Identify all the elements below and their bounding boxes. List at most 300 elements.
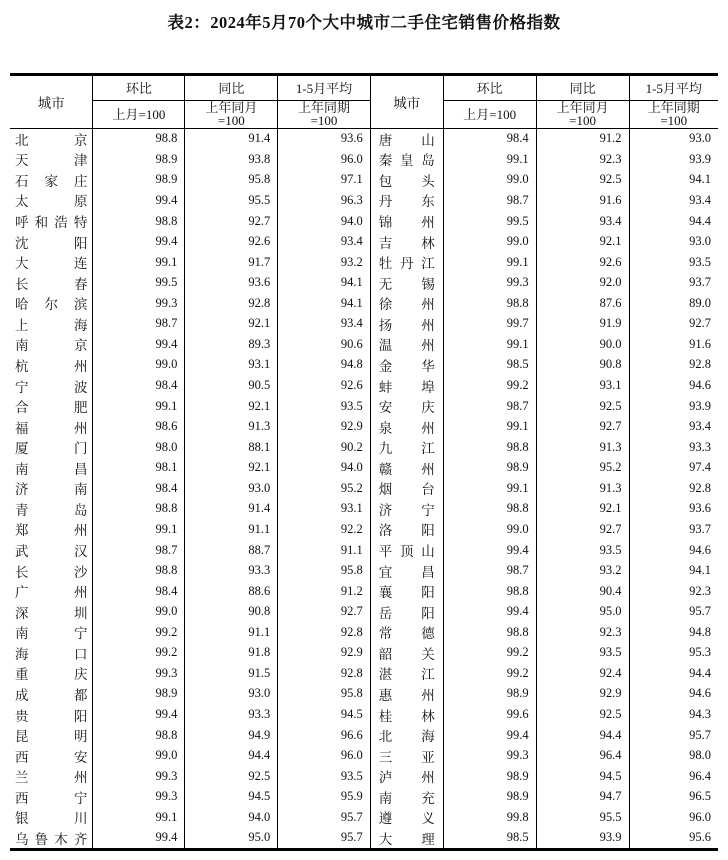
avg-value: 95.3: [629, 643, 718, 664]
table-row: [370, 314, 718, 335]
mom-value: 98.7: [93, 540, 185, 561]
mom-value: 98.8: [443, 437, 536, 458]
table-row: [10, 211, 370, 232]
table-row: [370, 437, 718, 458]
right-table: [370, 76, 718, 848]
mom-value: 99.5: [93, 272, 185, 293]
yoy-value: 91.4: [185, 499, 278, 520]
table-row: [370, 231, 718, 252]
city-cell: 厦 门: [15, 441, 88, 457]
city-cell: 惠 州: [370, 684, 443, 705]
city-cell: 金 华: [370, 355, 443, 376]
table-row: [370, 828, 718, 849]
avg-value: 94.3: [629, 704, 718, 725]
avg-value: 92.7: [629, 314, 718, 335]
city-cell: 三 亚: [370, 745, 443, 766]
yoy-value: 95.5: [185, 190, 278, 211]
mom-value: 99.1: [443, 334, 536, 355]
table-row: [10, 601, 370, 622]
avg-value: 95.7: [629, 601, 718, 622]
mom-value: 99.4: [93, 704, 185, 725]
yoy-value: 91.8: [185, 643, 278, 664]
avg-value: 93.0: [629, 128, 718, 149]
table-row: [370, 211, 718, 232]
yoy-value: 96.4: [536, 745, 629, 766]
city-cell: 沈 阳: [15, 235, 88, 251]
mom-value: 98.4: [93, 581, 185, 602]
col-subheader-yoy-base: 上年同月 =100: [536, 100, 629, 128]
yoy-value: 92.7: [536, 416, 629, 437]
avg-value: 96.0: [278, 149, 370, 170]
table-row: [10, 704, 370, 725]
table-row: [370, 787, 718, 808]
city-cell: 烟 台: [370, 478, 443, 499]
city-cell: 扬 州: [370, 314, 443, 335]
avg-value: 90.2: [278, 437, 370, 458]
table-row: [370, 643, 718, 664]
table-row: [10, 499, 370, 520]
mom-value: 99.4: [93, 231, 185, 252]
avg-value: 94.0: [278, 458, 370, 479]
city-cell: 吉 林: [370, 231, 443, 252]
city-cell: 南 昌: [15, 461, 88, 477]
table-row: [10, 314, 370, 335]
avg-value: 92.2: [278, 519, 370, 540]
mom-value: 98.8: [443, 293, 536, 314]
table-row: [370, 149, 718, 170]
avg-value: 92.9: [278, 643, 370, 664]
city-cell: 天 津: [15, 153, 88, 169]
city-cell: 赣 州: [370, 458, 443, 479]
yoy-value: 92.3: [536, 622, 629, 643]
mom-value: 98.8: [93, 211, 185, 232]
mom-value: 99.1: [93, 252, 185, 273]
table-row: [370, 519, 718, 540]
city-cell: 大 理: [370, 828, 443, 849]
avg-value: 94.1: [278, 272, 370, 293]
avg-value: 93.2: [278, 252, 370, 273]
city-cell: 蚌 埠: [370, 375, 443, 396]
avg-value: 94.8: [629, 622, 718, 643]
col-header-yoy: 同比: [536, 76, 629, 100]
city-cell: 宁 波: [15, 379, 88, 395]
table-row: [370, 396, 718, 417]
avg-value: 93.6: [629, 499, 718, 520]
yoy-value: 92.0: [536, 272, 629, 293]
city-cell: 泉 州: [370, 416, 443, 437]
mom-value: 99.4: [93, 190, 185, 211]
avg-value: 96.0: [629, 807, 718, 828]
col-subheader-avg-base: 上年同期 =100: [278, 100, 370, 128]
avg-value: 92.6: [278, 375, 370, 396]
yoy-value: 94.0: [185, 807, 278, 828]
right-table-header: [370, 76, 718, 128]
avg-value: 93.3: [629, 437, 718, 458]
yoy-value: 93.9: [536, 828, 629, 849]
city-cell: 徐 州: [370, 293, 443, 314]
mom-value: 98.4: [93, 478, 185, 499]
table-row: [370, 560, 718, 581]
city-cell: 呼 和 浩 特: [15, 215, 88, 231]
city-cell: 兰 州: [15, 770, 88, 786]
mom-value: 99.0: [93, 601, 185, 622]
table-row: [370, 190, 718, 211]
table-row: [370, 601, 718, 622]
table-row: [370, 540, 718, 561]
table-row: [10, 272, 370, 293]
mom-value: 98.7: [443, 190, 536, 211]
table-row: [10, 170, 370, 191]
avg-value: 94.4: [629, 211, 718, 232]
avg-value: 94.1: [278, 293, 370, 314]
mom-value: 99.1: [443, 149, 536, 170]
yoy-value: 92.1: [536, 231, 629, 252]
avg-value: 93.4: [629, 416, 718, 437]
avg-value: 91.2: [278, 581, 370, 602]
yoy-value: 88.1: [185, 437, 278, 458]
yoy-value: 95.2: [536, 458, 629, 479]
table-row: [10, 375, 370, 396]
city-cell: 无 锡: [370, 272, 443, 293]
price-index-table: [10, 73, 718, 851]
mom-value: 99.3: [93, 766, 185, 787]
city-cell: 大 连: [15, 256, 88, 272]
city-cell: 襄 阳: [370, 581, 443, 602]
avg-value: 96.3: [278, 190, 370, 211]
avg-value: 93.0: [629, 231, 718, 252]
yoy-value: 93.3: [185, 560, 278, 581]
col-subheader-mom-base: 上月=100: [93, 100, 185, 128]
yoy-value: 88.6: [185, 581, 278, 602]
yoy-value: 90.0: [536, 334, 629, 355]
city-cell: 石 家 庄: [15, 173, 88, 189]
avg-value: 95.9: [278, 787, 370, 808]
right-table-body: [370, 128, 718, 848]
mom-value: 99.2: [93, 643, 185, 664]
avg-value: 96.0: [278, 745, 370, 766]
col-subheader-avg-base: 上年同期 =100: [629, 100, 718, 128]
avg-value: 93.5: [629, 252, 718, 273]
mom-value: 98.5: [443, 828, 536, 849]
yoy-value: 95.0: [536, 601, 629, 622]
avg-value: 92.8: [278, 622, 370, 643]
mom-value: 98.8: [443, 622, 536, 643]
yoy-value: 93.4: [536, 211, 629, 232]
avg-value: 93.7: [629, 519, 718, 540]
city-cell: 西 安: [15, 749, 88, 765]
table-row: [10, 787, 370, 808]
table-row: [370, 663, 718, 684]
mom-value: 99.6: [443, 704, 536, 725]
mom-value: 98.7: [443, 560, 536, 581]
city-cell: 桂 林: [370, 704, 443, 725]
mom-value: 98.7: [443, 396, 536, 417]
mom-value: 99.1: [93, 519, 185, 540]
avg-value: 93.7: [629, 272, 718, 293]
mom-value: 98.7: [93, 314, 185, 335]
city-cell: 遵 义: [370, 807, 443, 828]
table-row: [10, 766, 370, 787]
mom-value: 99.1: [443, 416, 536, 437]
mom-value: 99.2: [443, 663, 536, 684]
avg-value: 95.2: [278, 478, 370, 499]
mom-value: 98.8: [93, 128, 185, 149]
yoy-value: 93.0: [185, 478, 278, 499]
avg-value: 89.0: [629, 293, 718, 314]
city-cell: 韶 关: [370, 643, 443, 664]
table-row: [10, 252, 370, 273]
yoy-value: 92.4: [536, 663, 629, 684]
table-row: [370, 128, 718, 149]
table-row: [10, 293, 370, 314]
city-cell: 上 海: [15, 317, 88, 333]
city-cell: 济 南: [15, 482, 88, 498]
city-cell: 北 海: [370, 725, 443, 746]
avg-value: 93.9: [629, 149, 718, 170]
avg-value: 92.8: [629, 355, 718, 376]
mom-value: 99.4: [443, 601, 536, 622]
yoy-value: 92.5: [536, 396, 629, 417]
table-row: [10, 396, 370, 417]
table-row: [10, 725, 370, 746]
city-cell: 宜 昌: [370, 560, 443, 581]
avg-value: 91.6: [629, 334, 718, 355]
yoy-value: 93.6: [185, 272, 278, 293]
table-row: [370, 704, 718, 725]
table-row: [370, 170, 718, 191]
mom-value: 99.8: [443, 807, 536, 828]
city-cell: 岳 阳: [370, 601, 443, 622]
avg-value: 97.4: [629, 458, 718, 479]
avg-value: 93.4: [278, 231, 370, 252]
yoy-value: 91.6: [536, 190, 629, 211]
city-cell: 南 充: [370, 787, 443, 808]
yoy-value: 92.9: [536, 684, 629, 705]
yoy-value: 92.1: [536, 499, 629, 520]
yoy-value: 90.5: [185, 375, 278, 396]
yoy-value: 91.3: [536, 478, 629, 499]
table-row: [10, 622, 370, 643]
col-header-avg: 1-5月平均: [629, 76, 718, 100]
city-cell: 合 肥: [15, 400, 88, 416]
yoy-value: 91.7: [185, 252, 278, 273]
mom-value: 99.2: [443, 643, 536, 664]
col-subheader-yoy-base: 上年同月 =100: [185, 100, 278, 128]
mom-value: 99.1: [93, 396, 185, 417]
table-row: [10, 560, 370, 581]
mom-value: 99.7: [443, 314, 536, 335]
table-row: [370, 581, 718, 602]
city-cell: 南 京: [15, 338, 88, 354]
avg-value: 94.1: [629, 560, 718, 581]
mom-value: 98.4: [93, 375, 185, 396]
avg-value: 94.6: [629, 540, 718, 561]
city-cell: 武 汉: [15, 544, 88, 560]
mom-value: 99.5: [443, 211, 536, 232]
table-row: [10, 684, 370, 705]
mom-value: 99.0: [443, 519, 536, 540]
yoy-value: 92.8: [185, 293, 278, 314]
yoy-value: 94.5: [536, 766, 629, 787]
col-subheader-mom-base: 上月=100: [443, 100, 536, 128]
yoy-value: 92.5: [185, 766, 278, 787]
yoy-value: 93.5: [536, 643, 629, 664]
city-cell: 丹 东: [370, 190, 443, 211]
yoy-value: 90.8: [185, 601, 278, 622]
avg-value: 90.6: [278, 334, 370, 355]
table-row: [10, 581, 370, 602]
avg-value: 95.7: [278, 807, 370, 828]
city-cell: 锦 州: [370, 211, 443, 232]
table-row: [10, 128, 370, 149]
city-cell: 哈 尔 滨: [15, 297, 88, 313]
mom-value: 99.2: [443, 375, 536, 396]
city-cell: 湛 江: [370, 663, 443, 684]
avg-value: 93.4: [629, 190, 718, 211]
mom-value: 99.3: [443, 272, 536, 293]
table-row: [370, 684, 718, 705]
avg-value: 92.8: [629, 478, 718, 499]
yoy-value: 90.8: [536, 355, 629, 376]
avg-value: 94.1: [629, 170, 718, 191]
mom-value: 98.4: [443, 128, 536, 149]
table-row: [10, 437, 370, 458]
table-row: [370, 252, 718, 273]
avg-value: 93.4: [278, 314, 370, 335]
mom-value: 99.0: [443, 170, 536, 191]
avg-value: 98.0: [629, 745, 718, 766]
page-title: 表2：2024年5月70个大中城市二手住宅销售价格指数: [167, 13, 561, 32]
avg-value: 96.4: [629, 766, 718, 787]
table-row: [10, 828, 370, 849]
city-cell: 西 宁: [15, 790, 88, 806]
mom-value: 99.1: [443, 252, 536, 273]
avg-value: 92.3: [629, 581, 718, 602]
mom-value: 99.0: [93, 355, 185, 376]
yoy-value: 91.9: [536, 314, 629, 335]
table-row: [10, 355, 370, 376]
city-cell: 常 德: [370, 622, 443, 643]
mom-value: 98.6: [93, 416, 185, 437]
yoy-value: 94.7: [536, 787, 629, 808]
yoy-value: 87.6: [536, 293, 629, 314]
mom-value: 98.9: [93, 684, 185, 705]
city-cell: 九 江: [370, 437, 443, 458]
table-row: [370, 807, 718, 828]
yoy-value: 92.7: [536, 519, 629, 540]
yoy-value: 93.0: [185, 684, 278, 705]
city-cell: 杭 州: [15, 358, 88, 374]
mom-value: 98.5: [443, 355, 536, 376]
avg-value: 95.7: [629, 725, 718, 746]
table-row: [10, 519, 370, 540]
yoy-value: 91.3: [536, 437, 629, 458]
avg-value: 93.9: [629, 396, 718, 417]
mom-value: 98.1: [93, 458, 185, 479]
avg-value: 92.7: [278, 601, 370, 622]
mom-value: 99.0: [443, 231, 536, 252]
avg-value: 94.5: [278, 704, 370, 725]
col-header-mom: 环比: [93, 76, 185, 100]
city-cell: 长 沙: [15, 564, 88, 580]
table-row: [370, 622, 718, 643]
mom-value: 99.3: [93, 293, 185, 314]
avg-value: 92.9: [278, 416, 370, 437]
city-cell: 成 都: [15, 687, 88, 703]
mom-value: 98.8: [443, 499, 536, 520]
yoy-value: 92.7: [185, 211, 278, 232]
yoy-value: 91.4: [185, 128, 278, 149]
city-cell: 北 京: [15, 132, 88, 148]
col-header-mom: 环比: [443, 76, 536, 100]
city-cell: 太 原: [15, 194, 88, 210]
table-row: [370, 416, 718, 437]
table-row: [10, 745, 370, 766]
mom-value: 99.4: [443, 540, 536, 561]
mom-value: 99.3: [443, 745, 536, 766]
table-row: [10, 540, 370, 561]
city-cell: 青 岛: [15, 502, 88, 518]
city-cell: 唐 山: [370, 128, 443, 149]
table-row: [10, 334, 370, 355]
yoy-value: 91.1: [185, 519, 278, 540]
table-row: [10, 416, 370, 437]
yoy-value: 92.6: [536, 252, 629, 273]
mom-value: 98.9: [443, 684, 536, 705]
mom-value: 98.9: [443, 458, 536, 479]
table-row: [10, 478, 370, 499]
yoy-value: 91.5: [185, 663, 278, 684]
col-header-city: 城市: [370, 76, 443, 128]
yoy-value: 93.8: [185, 149, 278, 170]
yoy-value: 94.4: [536, 725, 629, 746]
avg-value: 94.4: [629, 663, 718, 684]
yoy-value: 89.3: [185, 334, 278, 355]
avg-value: 93.5: [278, 766, 370, 787]
col-header-avg: 1-5月平均: [278, 76, 370, 100]
table-row: [10, 149, 370, 170]
yoy-value: 88.7: [185, 540, 278, 561]
mom-value: 98.9: [93, 149, 185, 170]
city-cell: 海 口: [15, 646, 88, 662]
avg-value: 93.5: [278, 396, 370, 417]
yoy-value: 92.1: [185, 396, 278, 417]
avg-value: 95.6: [629, 828, 718, 849]
yoy-value: 91.2: [536, 128, 629, 149]
yoy-value: 94.9: [185, 725, 278, 746]
yoy-value: 93.1: [185, 355, 278, 376]
yoy-value: 95.5: [536, 807, 629, 828]
mom-value: 98.8: [93, 560, 185, 581]
mom-value: 99.3: [93, 663, 185, 684]
mom-value: 99.4: [93, 828, 185, 849]
mom-value: 98.9: [93, 170, 185, 191]
city-cell: 重 庆: [15, 667, 88, 683]
mom-value: 99.1: [443, 478, 536, 499]
city-cell: 泸 州: [370, 766, 443, 787]
yoy-value: 92.3: [536, 149, 629, 170]
yoy-value: 90.4: [536, 581, 629, 602]
mom-value: 98.8: [93, 499, 185, 520]
city-cell: 乌 鲁 木 齐: [15, 831, 88, 847]
table-row: [10, 663, 370, 684]
mom-value: 99.4: [443, 725, 536, 746]
city-cell: 福 州: [15, 420, 88, 436]
yoy-value: 92.5: [536, 704, 629, 725]
left-table-body: [10, 128, 370, 848]
yoy-value: 92.1: [185, 314, 278, 335]
city-cell: 牡 丹 江: [370, 252, 443, 273]
